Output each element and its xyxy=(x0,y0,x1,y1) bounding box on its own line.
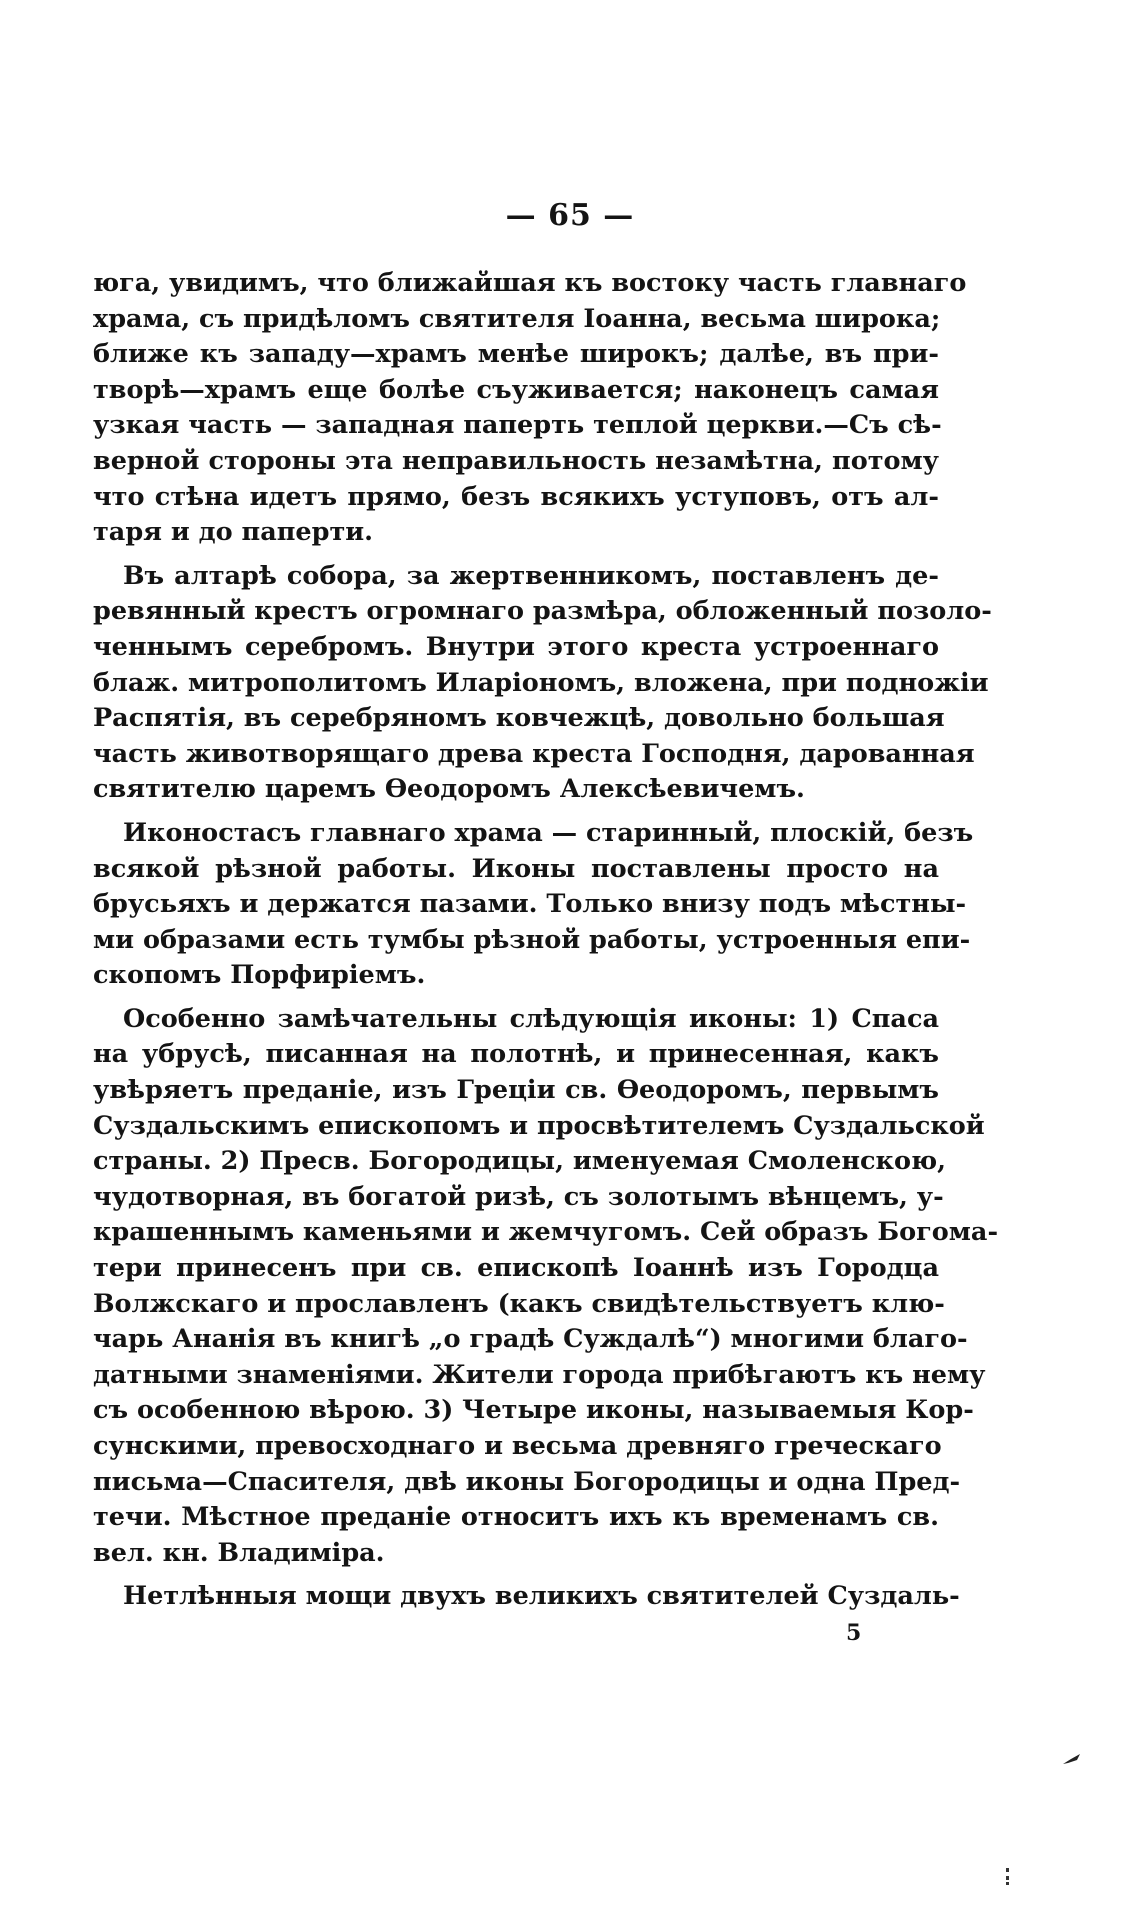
text-line: крашеннымъ каменьями и жемчугомъ. Сей образъ Богома- xyxy=(93,1217,999,1248)
text-line: Распятія, въ серебряномъ ковчежцѣ, довольно большая xyxy=(93,703,945,734)
scan-speck xyxy=(1062,1752,1082,1766)
text-line: что стѣна идетъ прямо, безъ всякихъ уступовъ, отъ ал- xyxy=(93,481,939,512)
text-line: Особенно замѣчательны слѣдующія иконы: 1) Спаса xyxy=(123,1003,939,1034)
text-line: часть животворящаго древа креста Господня, дарованная xyxy=(93,738,975,769)
text-line: узкая часть — западная паперть теплой церкви.—Съ сѣ- xyxy=(93,410,942,441)
text-line: страны. 2) Пресв. Богородицы, именуемая Смоленскою, xyxy=(93,1146,947,1177)
text-line: верной стороны эта неправильность незамѣтна, потому xyxy=(93,445,939,476)
text-line: на убрусѣ, писанная на полотнѣ, и принесенная, какъ xyxy=(93,1039,939,1070)
text-line: Въ алтарѣ собора, за жертвенникомъ, поставленъ де- xyxy=(123,560,939,591)
text-line: блаж. митрополитомъ Иларіономъ, вложена, при подножіи xyxy=(93,667,989,698)
text-line: храма, съ придѣломъ святителя Іоанна, весьма широка; xyxy=(93,303,941,334)
text-line: ближе къ западу—храмъ менѣе широкъ; далѣе, въ при- xyxy=(93,339,939,370)
text-line: сунскими, превосходнаго и весьма древняго греческаго xyxy=(93,1431,942,1461)
signature-mark: 5 xyxy=(846,1620,862,1646)
text-line: творѣ—храмъ еще болѣе съуживается; наконецъ самая xyxy=(93,374,939,405)
paragraph-1 xyxy=(93,266,967,551)
text-line: юга, увидимъ, что ближайшая къ востоку часть главнаго xyxy=(93,268,967,298)
text-line: святителю царемъ Ѳеодоромъ Алексѣевичемъ. xyxy=(93,774,805,805)
text-line: таря и до паперти. xyxy=(93,517,374,548)
text-line: увѣряетъ преданіе, изъ Греціи св. Ѳеодоромъ, первымъ xyxy=(93,1075,939,1106)
scan-speck xyxy=(1005,1868,1011,1886)
text-line: датными знаменіями. Жители города прибѣгаютъ къ нему xyxy=(93,1359,986,1390)
text-line: течи. Мѣстное преданіе относитъ ихъ къ временамъ св. xyxy=(93,1502,939,1533)
paragraph-2 xyxy=(93,559,992,808)
text-line: Нетлѣнныя мощи двухъ великихъ святителей Суздаль- xyxy=(123,1581,960,1612)
text-line: чудотворная, въ богатой ризѣ, съ золотымъ вѣнцемъ, у- xyxy=(93,1181,944,1212)
text-line: скопомъ Порфиріемъ. xyxy=(93,960,426,991)
text-line: письма—Спасителя, двѣ иконы Богородицы и одна Пред- xyxy=(93,1466,961,1497)
paragraph-4 xyxy=(93,1002,999,1572)
text-line: Суздальскимъ епископомъ и просвѣтителемъ Суздальской xyxy=(93,1110,985,1141)
text-line: съ особенною вѣрою. 3) Четыре иконы, называемыя Кор- xyxy=(93,1395,974,1426)
text-line: тери принесенъ при св. епископѣ Іоаннѣ изъ Городца xyxy=(93,1253,939,1284)
text-line: ченнымъ серебромъ. Внутри этого креста устроеннаго xyxy=(93,631,939,662)
text-line: всякой рѣзной работы. Иконы поставлены просто на xyxy=(93,853,939,884)
text-line: брусьяхъ и держатся пазами. Только внизу подъ мѣстны- xyxy=(93,889,967,920)
page-number: — 65 — xyxy=(505,198,635,233)
text-line: чарь Ананія въ книгѣ „о градѣ Суждалѣ“) многими благо- xyxy=(93,1324,968,1355)
text-line: вел. кн. Владиміра. xyxy=(93,1537,385,1568)
paragraph-5 xyxy=(93,1579,960,1615)
paragraph-3 xyxy=(93,816,974,994)
text-line: ревянный крестъ огромнаго размѣра, обложенный позоло- xyxy=(93,596,992,627)
text-body xyxy=(93,266,999,1615)
text-line: Иконостасъ главнаго храма — старинный, плоскій, безъ xyxy=(123,817,974,848)
text-line: ми образами есть тумбы рѣзной работы, устроенныя епи- xyxy=(93,924,971,955)
text-line: Волжскаго и прославленъ (какъ свидѣтельствуетъ клю- xyxy=(93,1288,945,1319)
